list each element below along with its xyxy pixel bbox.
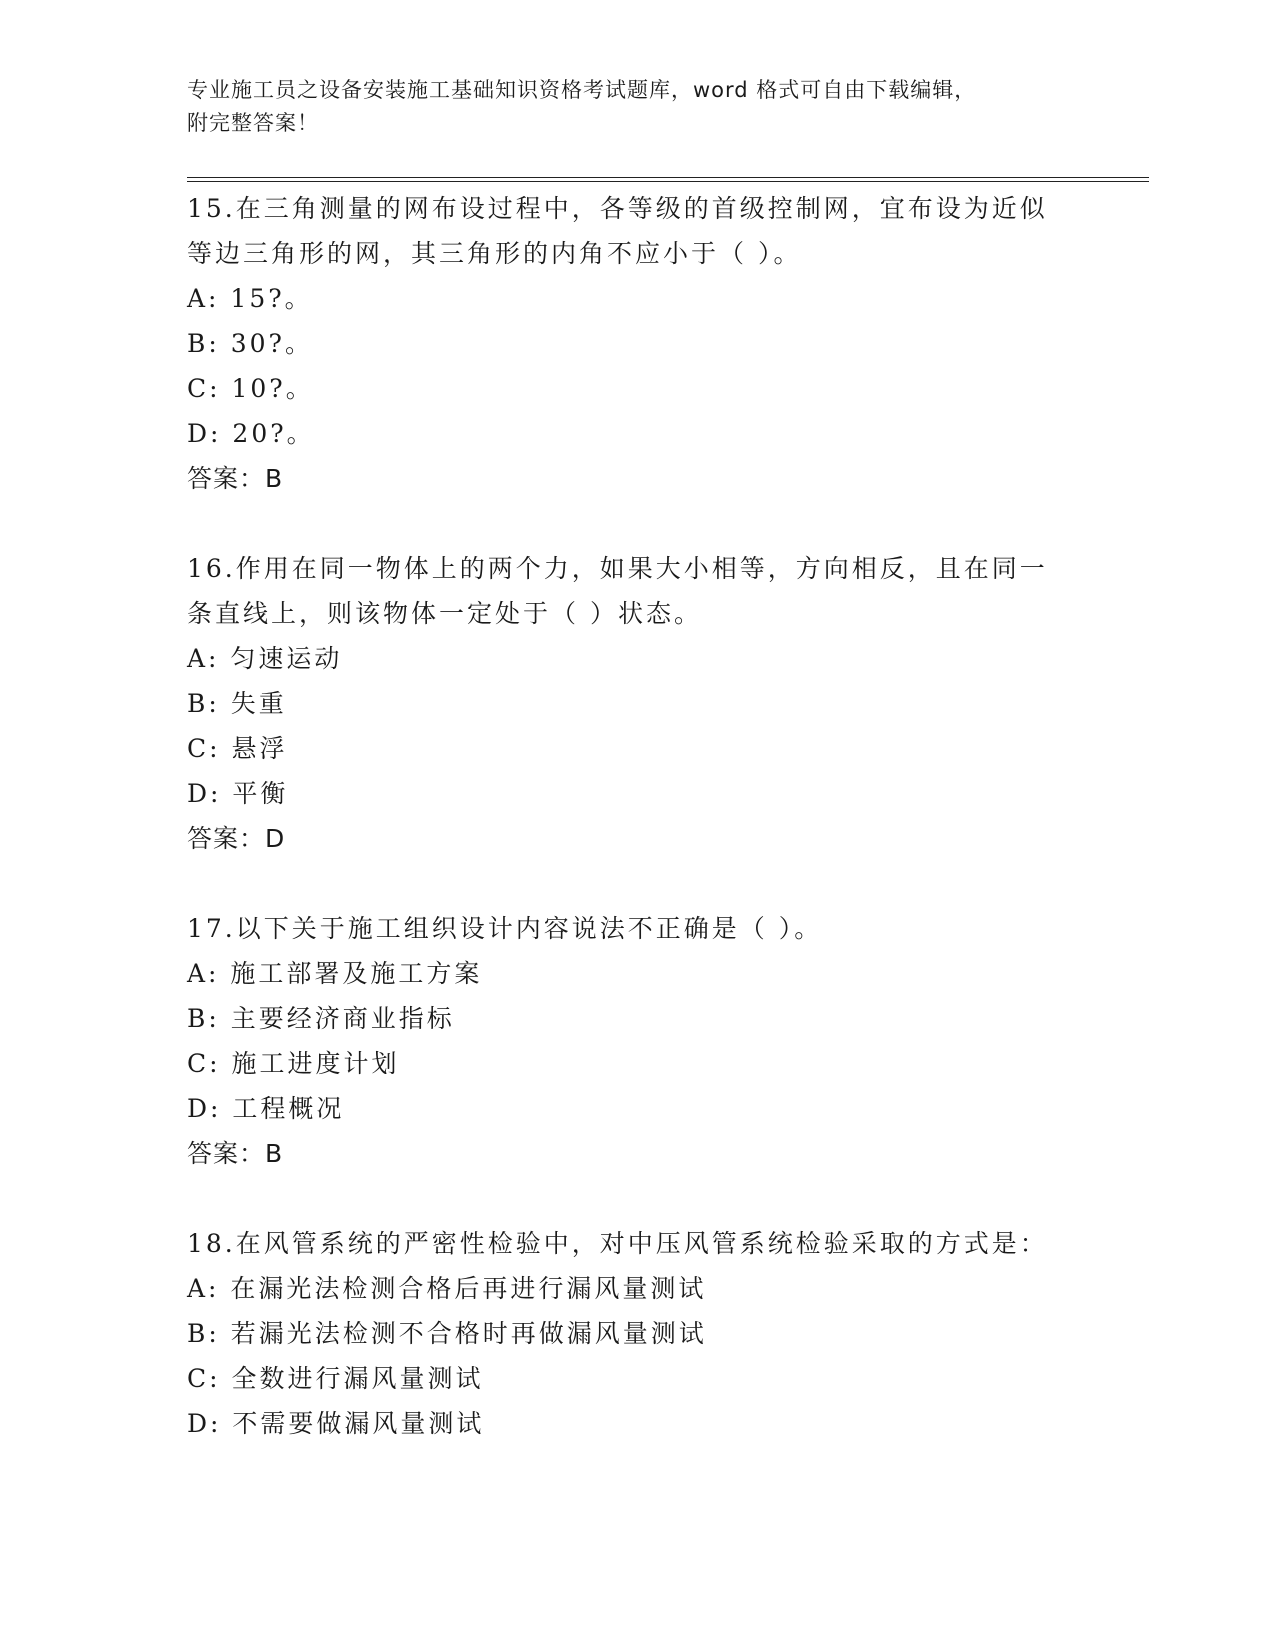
header-divider <box>187 181 1149 182</box>
option-c: C: 全数进行漏风量测试 <box>187 1364 484 1393</box>
option-c: C: 悬浮 <box>187 734 288 763</box>
option-d: D: 平衡 <box>187 779 289 808</box>
option-d: D: 20?。 <box>187 419 315 448</box>
question-18 <box>187 1221 1087 1446</box>
option-b: B: 30?。 <box>187 329 313 358</box>
question-16 <box>187 546 1087 861</box>
option-a: A: 15?。 <box>187 284 313 313</box>
option-b: B: 若漏光法检测不合格时再做漏风量测试 <box>187 1319 707 1348</box>
option-a: A: 匀速运动 <box>187 644 343 673</box>
option-c: C: 10?。 <box>187 374 314 403</box>
answer: 答案：B <box>187 1139 284 1168</box>
question-17 <box>187 906 1087 1176</box>
option-b: B: 主要经济商业指标 <box>187 1004 455 1033</box>
question-text: 条直线上，则该物体一定处于（ ）状态。 <box>187 599 702 628</box>
option-b: B: 失重 <box>187 689 287 718</box>
header-line: 附完整答案！ <box>187 111 319 135</box>
answer: 答案：D <box>187 824 286 853</box>
option-d: D: 不需要做漏风量测试 <box>187 1409 485 1438</box>
question-text: 16.作用在同一物体上的两个力，如果大小相等，方向相反，且在同一 <box>187 554 1048 583</box>
option-a: A: 施工部署及施工方案 <box>187 959 483 988</box>
option-c: C: 施工进度计划 <box>187 1049 400 1078</box>
question-15 <box>187 186 1087 501</box>
question-text: 17.以下关于施工组织设计内容说法不正确是（ ）。 <box>187 914 823 943</box>
answer: 答案：B <box>187 464 284 493</box>
question-text: 等边三角形的网，其三角形的内角不应小于（ ）。 <box>187 239 802 268</box>
question-text: 18.在风管系统的严密性检验中，对中压风管系统检验采取的方式是： <box>187 1229 1048 1258</box>
header-line: 专业施工员之设备安装施工基础知识资格考试题库，word 格式可自由下载编辑， <box>187 78 977 102</box>
document-header <box>187 74 1087 140</box>
header-divider <box>187 177 1149 178</box>
option-d: D: 工程概况 <box>187 1094 345 1123</box>
question-text: 15.在三角测量的网布设过程中，各等级的首级控制网，宜布设为近似 <box>187 194 1048 223</box>
option-a: A: 在漏光法检测合格后再进行漏风量测试 <box>187 1274 707 1303</box>
